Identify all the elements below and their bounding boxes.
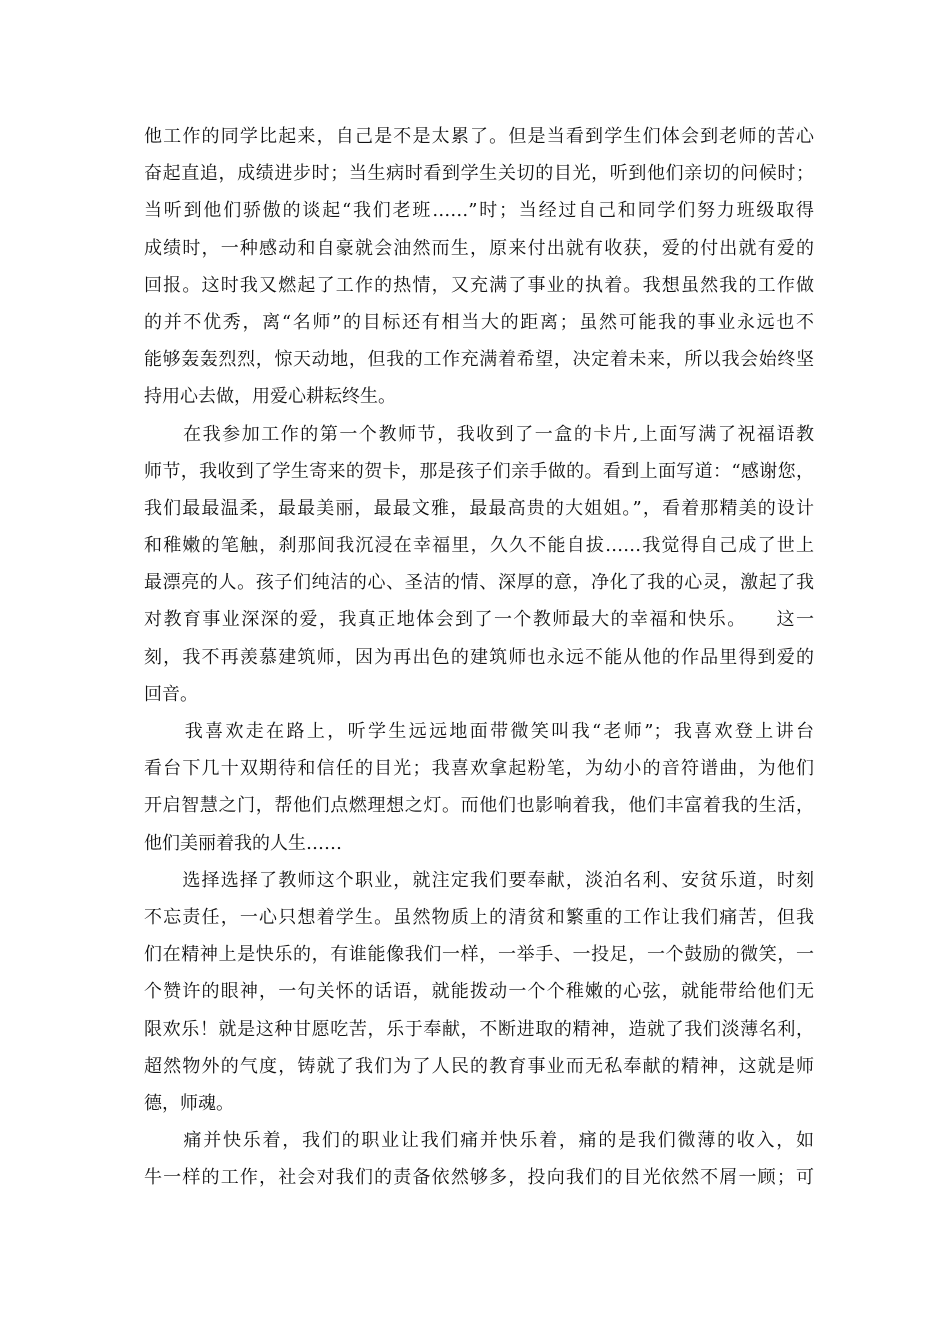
text-line: 和稚嫩的笔触，刹那间我沉浸在幸福里，久久不能自拔……我觉得自己成了世上 xyxy=(144,535,814,557)
text-line: 能够轰轰烈烈，惊天动地，但我的工作充满着希望，决定着未来，所以我会始终坚 xyxy=(144,349,814,371)
text-line: 开启智慧之门，帮他们点燃理想之灯。而他们也影响着我，他们丰富着我的生活， xyxy=(144,795,814,817)
text-line: 奋起直追，成绩进步时；当生病时看到学生关切的目光，听到他们亲切的问候时； xyxy=(144,163,814,185)
text-line: 牛一样的工作，社会对我们的责备依然够多，投向我们的目光依然不屑一顾；可 xyxy=(144,1167,814,1189)
document-body xyxy=(144,118,814,1196)
text-line: 刻，我不再羡慕建筑师，因为再出色的建筑师也永远不能从他的作品里得到爱的 xyxy=(144,646,814,668)
text-line: 回报。这时我又燃起了工作的热情，又充满了事业的执着。我想虽然我的工作做 xyxy=(144,274,814,296)
text-line: 他们美丽着我的人生…… xyxy=(144,832,342,854)
text-line: 回音。 xyxy=(144,683,198,705)
text-line: 我喜欢走在路上，听学生远远地面带微笑叫我“老师”；我喜欢登上讲台 xyxy=(144,721,814,742)
text-line: 德，师魂。 xyxy=(144,1092,234,1114)
text-line: 我们最最温柔，最最美丽，最最文雅，最最高贵的大姐姐。”，看着那精美的设计 xyxy=(144,497,814,519)
text-line: 个赞许的眼神，一句关怀的话语，就能拨动一个个稚嫩的心弦，就能带给他们无 xyxy=(144,981,814,1003)
text-line: 在我参加工作的第一个教师节，我收到了一盒的卡片,上面写满了祝福语教 xyxy=(144,423,814,445)
text-line: 最漂亮的人。孩子们纯洁的心、圣洁的情、深厚的意，净化了我的心灵，激起了我 xyxy=(144,572,814,594)
text-line: 们在精神上是快乐的，有谁能像我们一样，一举手、一投足，一个鼓励的微笑，一 xyxy=(144,944,814,966)
text-line: 的并不优秀，离“名师”的目标还有相当大的距离；虽然可能我的事业永远也不 xyxy=(144,311,814,333)
text-line: 痛并快乐着，我们的职业让我们痛并快乐着，痛的是我们微薄的收入，如 xyxy=(144,1130,814,1152)
text-line: 看台下几十双期待和信任的目光；我喜欢拿起粉笔，为幼小的音符谱曲，为他们 xyxy=(144,758,814,780)
text-line: 他工作的同学比起来，自己是不是太累了。但是当看到学生们体会到老师的苦心 xyxy=(144,126,814,147)
text-line: 当听到他们骄傲的谈起“我们老班……”时；当经过自己和同学们努力班级取得 xyxy=(144,200,814,222)
text-line: 选择选择了教师这个职业，就注定我们要奉献，淡泊名利、安贫乐道，时刻 xyxy=(144,869,814,891)
text-line: 不忘责任，一心只想着学生。虽然物质上的清贫和繁重的工作让我们痛苦，但我 xyxy=(144,906,814,928)
text-line: 师节，我收到了学生寄来的贺卡，那是孩子们亲手做的。看到上面写道：“感谢您， xyxy=(144,460,814,482)
text-line: 限欢乐！就是这种甘愿吃苦，乐于奉献，不断进取的精神，造就了我们淡薄名利， xyxy=(144,1018,814,1040)
text-line: 超然物外的气度，铸就了我们为了人民的教育事业而无私奉献的精神，这就是师 xyxy=(144,1055,814,1077)
text-line: 对教育事业深深的爱，我真正地体会到了一个教师最大的幸福和快乐。 这一 xyxy=(144,609,814,631)
text-line: 持用心去做，用爱心耕耘终生。 xyxy=(144,386,396,408)
text-line: 成绩时，一种感动和自豪就会油然而生，原来付出就有收获，爱的付出就有爱的 xyxy=(144,237,814,259)
